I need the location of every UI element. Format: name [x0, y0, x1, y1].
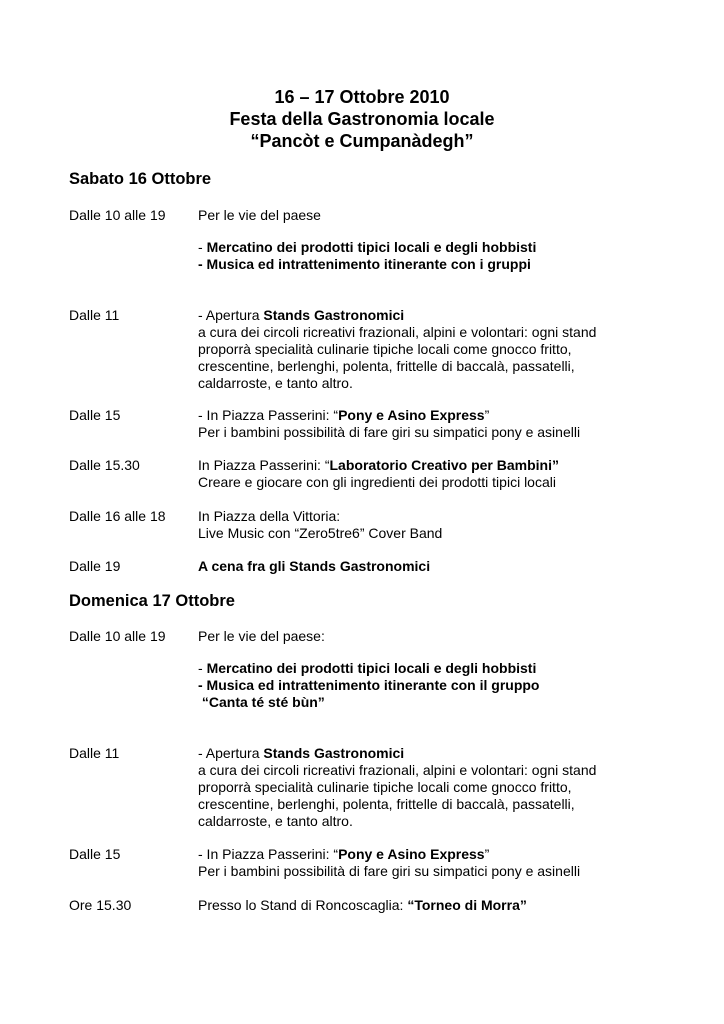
entry-text: - [198, 239, 207, 255]
entry-time: Dalle 10 alle 19 [69, 628, 166, 644]
entry-description [198, 307, 698, 392]
entry-line: Per le vie del paese [198, 207, 321, 223]
entry-highlight: Stands Gastronomici [263, 307, 405, 323]
entry-time: Dalle 10 alle 19 [69, 207, 166, 223]
day-heading-sunday: Domenica 17 Ottobre [69, 592, 235, 610]
entry-time: Dalle 11 [69, 745, 120, 761]
entry-time: Dalle 15.30 [69, 457, 140, 473]
entry-line [198, 660, 698, 677]
entry-line: caldarroste, e tanto altro. [198, 813, 353, 829]
entry-highlight: Pony e Asino Express [338, 846, 485, 862]
entry-highlight: Stands Gastronomici [263, 745, 405, 761]
entry-line: Per i bambini possibilità di fare giri su simpatici pony e asinelli [198, 863, 581, 879]
entry-time: Dalle 19 [69, 558, 121, 574]
entry-line: Per i bambini possibilità di fare giri su simpatici pony e asinelli [198, 424, 581, 440]
entry-line: proporrà specialità culinarie tipiche locali come gnocco fritto, [198, 779, 572, 795]
entry-line [198, 239, 698, 256]
entry-description [198, 846, 698, 880]
title-dates: 16 – 17 Ottobre 2010 [274, 87, 450, 107]
entry-description [198, 897, 698, 914]
entry-text: - [198, 660, 207, 676]
entry-line: caldarroste, e tanto altro. [198, 375, 353, 391]
entry-line: a cura dei circoli ricreativi frazionali, alpini e volontari: ogni stand [198, 762, 597, 778]
entry-time: Ore 15.30 [69, 897, 132, 913]
entry-description [198, 207, 698, 273]
entry-highlight: “Canta té sté bùn” [198, 694, 325, 710]
entry-description [198, 407, 698, 441]
entry-line: crescentine, berlenghi, polenta, frittelle di baccalà, passatelli, [198, 358, 575, 374]
entry-description [198, 745, 698, 830]
entry-highlight: Mercatino dei prodotti tipici locali e degli hobbisti [206, 239, 537, 255]
entry-text: In Piazza Passerini: “ [198, 457, 330, 473]
entry-highlight: Pony e Asino Express [338, 407, 485, 423]
entry-highlight: A cena fra gli Stands Gastronomici [198, 558, 431, 574]
entry-line [198, 407, 698, 424]
title-event: Festa della Gastronomia locale [229, 109, 495, 129]
entry-time: Dalle 15 [69, 846, 121, 862]
entry-line: proporrà specialità culinarie tipiche locali come gnocco fritto, [198, 341, 572, 357]
entry-text: - Apertura [198, 745, 264, 761]
entry-line: Live Music con “Zero5tre6” Cover Band [198, 525, 443, 541]
entry-line: crescentine, berlenghi, polenta, frittelle di baccalà, passatelli, [198, 796, 575, 812]
entry-highlight: “Torneo di Morra” [407, 897, 527, 913]
entry-text: - In Piazza Passerini: “ [198, 846, 339, 862]
spacer [198, 224, 698, 239]
entry-line [198, 846, 698, 863]
entry-line: a cura dei circoli ricreativi frazionali, alpini e volontari: ogni stand [198, 324, 597, 340]
entry-description [198, 628, 698, 711]
page-title [0, 86, 724, 152]
entry-text: - Apertura [198, 307, 264, 323]
entry-text: Presso lo Stand di Roncoscaglia: [198, 897, 408, 913]
entry-description [198, 457, 698, 491]
entry-description [198, 558, 698, 575]
entry-time: Dalle 11 [69, 307, 120, 323]
entry-line [198, 457, 698, 474]
day-heading-saturday: Sabato 16 Ottobre [69, 170, 212, 188]
entry-highlight: Mercatino dei prodotti tipici locali e degli hobbisti [206, 660, 537, 676]
title-motto: “Pancòt e Cumpanàdegh” [250, 131, 474, 151]
entry-text: ” [484, 846, 490, 862]
entry-highlight: Laboratorio Creativo per Bambini” [329, 457, 559, 473]
spacer [198, 645, 698, 660]
entry-description [198, 508, 698, 542]
entry-highlight: - Musica ed intrattenimento itinerante con il gruppo [198, 677, 540, 693]
entry-line: In Piazza della Vittoria: [198, 508, 341, 524]
entry-time: Dalle 16 alle 18 [69, 508, 166, 524]
entry-line [198, 897, 698, 914]
entry-time: Dalle 15 [69, 407, 121, 423]
entry-text: - In Piazza Passerini: “ [198, 407, 339, 423]
entry-line: Creare e giocare con gli ingredienti dei prodotti tipici locali [198, 474, 556, 490]
entry-highlight: - Musica ed intrattenimento itinerante con i gruppi [198, 256, 531, 272]
entry-line [198, 307, 698, 324]
entry-line [198, 745, 698, 762]
entry-text: ” [484, 407, 490, 423]
entry-line: Per le vie del paese: [198, 628, 325, 644]
